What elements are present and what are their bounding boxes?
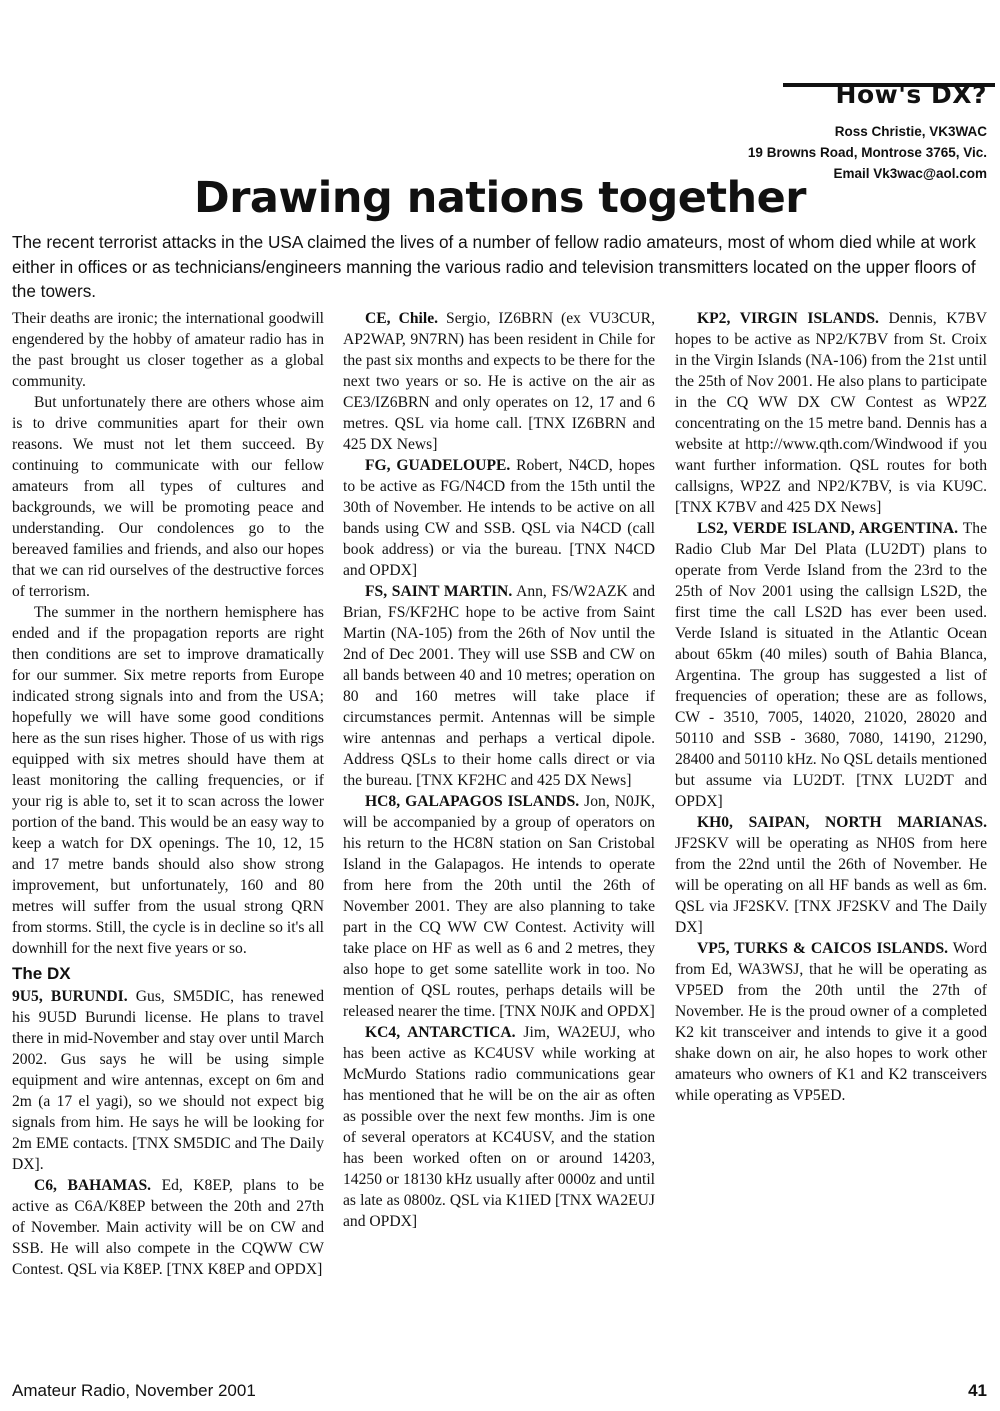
- publication-name: Amateur Radio, November 2001: [12, 1381, 256, 1400]
- dx-entry-text: Ann, FS/W2AZK and Brian, FS/KF2HC hope to be active from Saint Martin (NA-105) from the 26th of Nov until the 2nd of Dec 2001. They will use SSB and CW on all bands between 40 and 10 metres; operation on 80 and 160 metres will take place if circumstances permit. Antennas will be simple wire antennas and perhaps a vertical dipole. Address QSLs to their home calls direct or via the bureau. [TNX KF2HC and 425 DX News]: [343, 583, 655, 789]
- body-paragraph: Their deaths are ironic; the international goodwill engendered by the hobby of amateur radio has in the past brought us closer together as a global community.: [12, 310, 324, 390]
- page-number: 41: [968, 1381, 987, 1400]
- dx-entry-text: JF2SKV will be operating as NH0S from here from the 22nd until the 26th of November. He will be operating on all HF bands as well as 6m. QSL via JF2SKV. [TNX JF2SKV and The Daily DX]: [675, 835, 987, 936]
- dx-entry: [675, 812, 987, 938]
- dx-entry-title: VP5, TURKS & CAICOS ISLANDS.: [697, 940, 949, 957]
- dx-entry: [675, 518, 987, 812]
- dx-entry: [343, 455, 655, 581]
- dx-entry: [343, 308, 655, 455]
- dx-entry: [675, 938, 987, 1106]
- intro-paragraph: The recent terrorist attacks in the USA claimed the lives of a number of fellow radio amateurs, most of whom died while at work either in offices or as technicians/engineers manning the various radio and television transmitters located on the upper floors of the towers.: [12, 232, 976, 301]
- dx-entry-title: KC4, ANTARCTICA.: [365, 1024, 516, 1041]
- dx-entry: [343, 791, 655, 1022]
- dx-entry: [12, 986, 324, 1175]
- dx-entry-title: 9U5, BURUNDI.: [12, 988, 128, 1005]
- author-name: Ross Christie, VK3WAC: [834, 124, 987, 139]
- author-email: Email Vk3wac@aol.com: [833, 166, 987, 181]
- page-footer: [12, 1381, 987, 1401]
- headline: Drawing nations together: [194, 173, 806, 223]
- dx-entry: [343, 581, 655, 791]
- dx-entry-text: Jon, N0JK, will be accompanied by a group of operators on his return to the HC8N station on San Cristobal Island in the Galapagos. He intends to operate from here from the 20th until the 26th of November 2001. They are also planning to take part in the CQ WW CW Contest. Activity will take place on HF as well as 6 and 2 metres, they also hope to get some satellite work in too. No mention of QSL routes, perhaps details will be released nearer the time. [TNX N0JK and OPDX]: [343, 793, 655, 1020]
- dx-entry-text: Jim, WA2EUJ, who has been active as KC4USV while working at McMurdo Stations radio communications gear has mentioned that he will be on the air as often as possible over the next few months. Jim is one of several operators at KC4USV, and the station has been worked often on or around 14203, 14250 or 18130 kHz usually after 0000z and until as late as 0800z. QSL via K1IED [TNX WA2EUJ and OPDX]: [343, 1024, 655, 1230]
- column-title: How's DX?: [835, 80, 987, 109]
- dx-entry: [12, 1175, 324, 1280]
- dx-entry-text: Ed, K8EP, plans to be active as C6A/K8EP between the 20th and 27th of November. Main activity will be on CW and SSB. He will also compete in the CQWW CW Contest. QSL via K8EP. [TNX K8EP and OPDX]: [12, 1177, 324, 1278]
- author-address: 19 Browns Road, Montrose 3765, Vic.: [747, 145, 987, 160]
- dx-entry-text: Word from Ed, WA3WSJ, that he will be operating as VP5ED from the 20th until the 27th of November. He is the proud owner of a completed K2 kit transceiver and intends to give it a good shake down on air, he also hopes to work other amateurs who owners of K1 and K2 transceivers while operating as VP5ED.: [675, 940, 987, 1104]
- dx-entry-title: C6, BAHAMAS.: [34, 1177, 152, 1194]
- dx-entry-text: Dennis, K7BV hopes to be active as NP2/K7BV from St. Croix in the Virgin Islands (NA-106) from the 21st until the 25th of Nov 2001. He also plans to participate in the CQ WW DX CW Contest as WP2Z concentrating on the 15 metre band. Dennis has a website at http://www.qth.com/Windwood if you want further information. QSL routes for both callsigns, WP2Z and NP2/K7BV, is via KU9C. [TNX K7BV and 425 DX News]: [675, 310, 987, 516]
- dx-entry-text: The Radio Club Mar Del Plata (LU2DT) plans to operate from Verde Island from the 23rd to the 25th of Nov 2001 using the callsign LS2D, the first time the call LS2D has ever been used. Verde Island is situated in the Atlantic Ocean about 65km (40 miles) south of Bahia Blanca, Argentina. The group has suggested a list of frequencies of operation; these are as follows, CW - 3510, 7005, 14020, 21020, 28020 and 50110 and SSB - 3680, 7080, 14190, 21290, 28400 and 50110 kHz. No QSL details mentioned but assume via LU2DT. [TNX LU2DT and OPDX]: [675, 520, 987, 810]
- dx-entry-title: CE, Chile.: [365, 310, 439, 327]
- dx-entry-title: FS, SAINT MARTIN.: [365, 583, 513, 600]
- column-1: [12, 308, 324, 1358]
- dx-entry-title: KH0, SAIPAN, NORTH MARIANAS.: [697, 814, 987, 831]
- dx-entry-text: Sergio, IZ6BRN (ex VU3CUR, AP2WAP, 9N7RN) has been resident in Chile for the past six months and expects to be there for the next two years or so. He is active on the air as CE3/IZ6BRN and only operates on 12, 17 and 6 metres. QSL via home call. [TNX IZ6BRN and 425 DX News]: [343, 310, 655, 453]
- dx-entry-title: KP2, VIRGIN ISLANDS.: [697, 310, 879, 327]
- dx-entry-title: FG, GUADELOUPE.: [365, 457, 511, 474]
- dx-entry-title: HC8, GALAPAGOS ISLANDS.: [365, 793, 580, 810]
- column-2: [343, 308, 655, 1358]
- dx-entry-text: Robert, N4CD, hopes to be active as FG/N4CD from the 15th until the 30th of November. He intends to be active on all bands using CW and SSB. QSL via N4CD (call book address) or via the bureau. [TNX N4CD and OPDX]: [343, 457, 655, 579]
- dx-entry-text: Gus, SM5DIC, has renewed his 9U5D Burundi license. He plans to travel there in mid-November and stay over until March 2002. Gus says he will be using simple equipment and wire antennas, except on 6m and 2m (a 17 el yagi), so we should not expect big signals from him. He says he will be looking for 2m EME contacts. [TNX SM5DIC and The Daily DX].: [12, 988, 324, 1173]
- column-3: [675, 308, 987, 1358]
- section-heading: The DX: [12, 964, 71, 983]
- dx-entry: [675, 308, 987, 518]
- body-paragraph: The summer in the northern hemisphere has ended and if the propagation reports are right then conditions are set to improve dramatically for our summer. Six metre reports from Europe indicated strong signals into and from the USA; hopefully we will have some good conditions here as the sun rises higher. Those of us with rigs equipped with six metres should have them at least monitoring the calling frequencies, or if your rig is able to, set it to scan across the lower portion of the band. This would be an easy way to keep a watch for DX openings. The 10, 12, 15 and 17 metre bands should also show strong improvement, but unfortunately, 160 and 80 metres will suffer from the usual strong QRN from storms. Still, the cycle is in decline so it's all downhill for the next five years or so.: [12, 604, 324, 957]
- dx-entry-title: LS2, VERDE ISLAND, ARGENTINA.: [697, 520, 959, 537]
- dx-entry: [343, 1022, 655, 1232]
- body-paragraph: But unfortunately there are others whose aim is to drive communities apart for their own reasons. We must not let them succeed. By continuing to communicate with our fellow amateurs from all types of cultures and backgrounds, we will be promoting peace and understanding. Our condolences go to the bereaved families and friends, and also our hopes that we can rid ourselves of the destructive forces of terrorism.: [12, 394, 324, 600]
